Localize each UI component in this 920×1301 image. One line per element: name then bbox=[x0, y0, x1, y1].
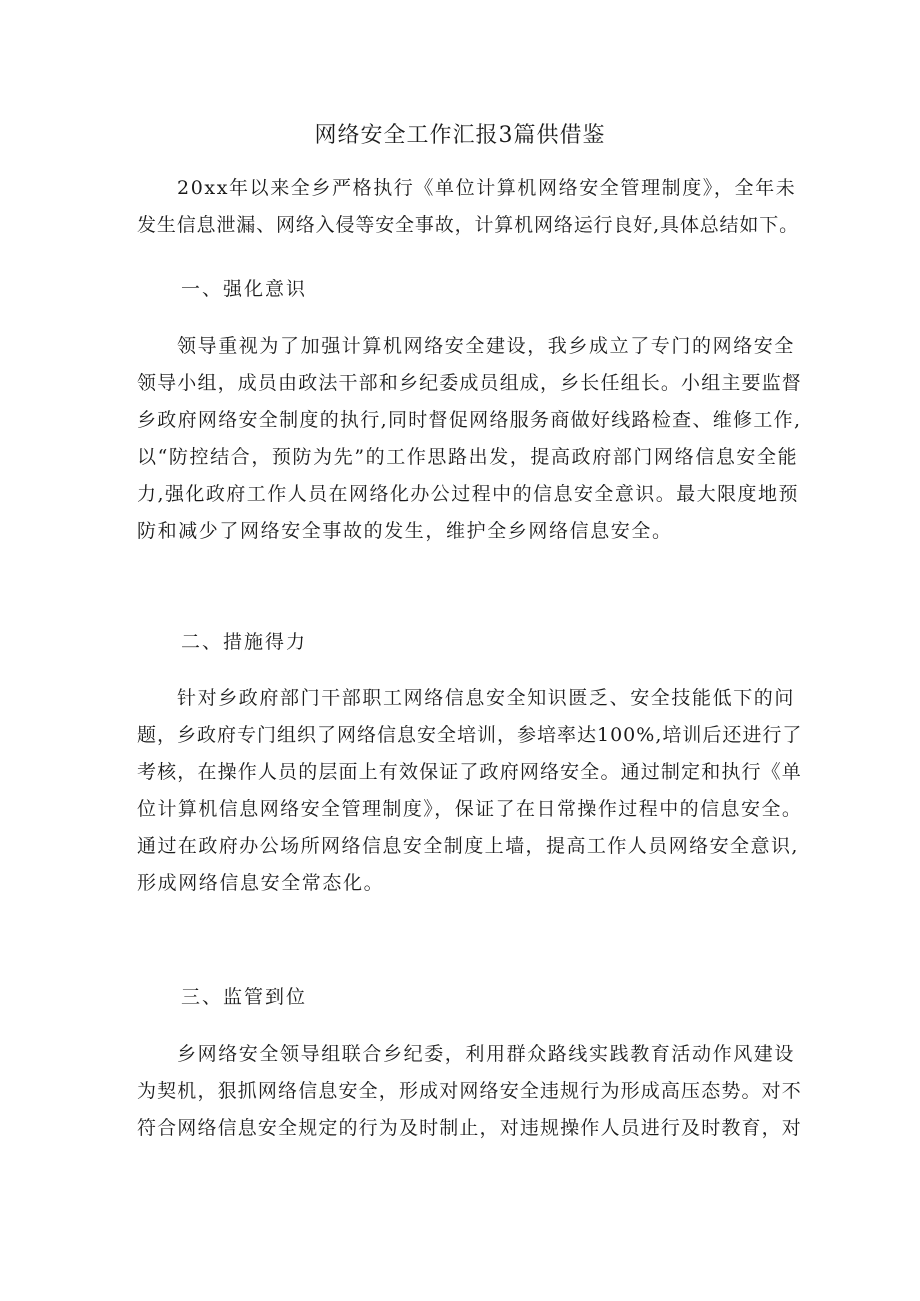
section-heading-2: 二、措施得力 bbox=[181, 631, 308, 653]
section-paragraph-2 bbox=[137, 680, 801, 902]
paragraph-line: 力,强化政府工作人员在网络化办公过程中的信息安全意识。最大限度地预 bbox=[137, 483, 799, 505]
section-heading-3: 三、监管到位 bbox=[181, 986, 308, 1008]
document-title: 网络安全工作汇报3篇供借鉴 bbox=[314, 123, 606, 148]
paragraph-line: 位计算机信息网络安全管理制度》，保证了在日常操作过程中的信息安全。 bbox=[137, 798, 803, 820]
paragraph-line: 20xx年以来全乡严格执行《单位计算机网络安全管理制度》，全年未 bbox=[177, 177, 797, 199]
section-paragraph-3 bbox=[137, 1036, 801, 1147]
paragraph-line: 形成网络信息安全常态化。 bbox=[137, 872, 385, 894]
section-heading-1: 一、强化意识 bbox=[181, 278, 308, 300]
paragraph-line: 乡网络安全领导组联合乡纪委，利用群众路线实践教育活动作风建设 bbox=[177, 1043, 796, 1065]
paragraph-line: 以“防控结合，预防为先”的工作思路出发，提高政府部门网络信息安全能 bbox=[137, 446, 799, 468]
paragraph-line: 为契机，狠抓网络信息安全，形成对网络安全违规行为形成高压态势。对不 bbox=[137, 1080, 802, 1102]
paragraph-line: 考核，在操作人员的层面上有效保证了政府网络安全。通过制定和执行《单 bbox=[137, 761, 802, 783]
paragraph-line: 针对乡政府部门干部职工网络信息安全知识匮乏、安全技能低下的问 bbox=[177, 687, 796, 709]
paragraph-line: 通过在政府办公场所网络信息安全制度上墙，提高工作人员网络安全意识, bbox=[137, 835, 799, 857]
paragraph-line: 发生信息泄漏、网络入侵等安全事故，计算机网络运行良好,具体总结如下。 bbox=[137, 214, 799, 236]
intro-paragraph bbox=[137, 170, 801, 244]
paragraph-line: 领导小组，成员由政法干部和乡纪委成员组成，乡长任组长。小组主要监督 bbox=[137, 372, 802, 394]
section-paragraph-1 bbox=[137, 328, 801, 550]
paragraph-line: 乡政府网络安全制度的执行,同时督促网络服务商做好线路检查、维修工作, bbox=[137, 409, 802, 431]
paragraph-line: 防和减少了网络安全事故的发生，维护全乡网络信息安全。 bbox=[137, 520, 673, 542]
paragraph-line: 题，乡政府专门组织了网络信息安全培训，参培率达100%,培训后还进行了 bbox=[137, 724, 803, 746]
paragraph-line: 领导重视为了加强计算机网络安全建设，我乡成立了专门的网络安全 bbox=[177, 335, 796, 357]
paragraph-line: 符合网络信息安全规定的行为及时制止，对违规操作人员进行及时教育，对 bbox=[137, 1117, 802, 1139]
